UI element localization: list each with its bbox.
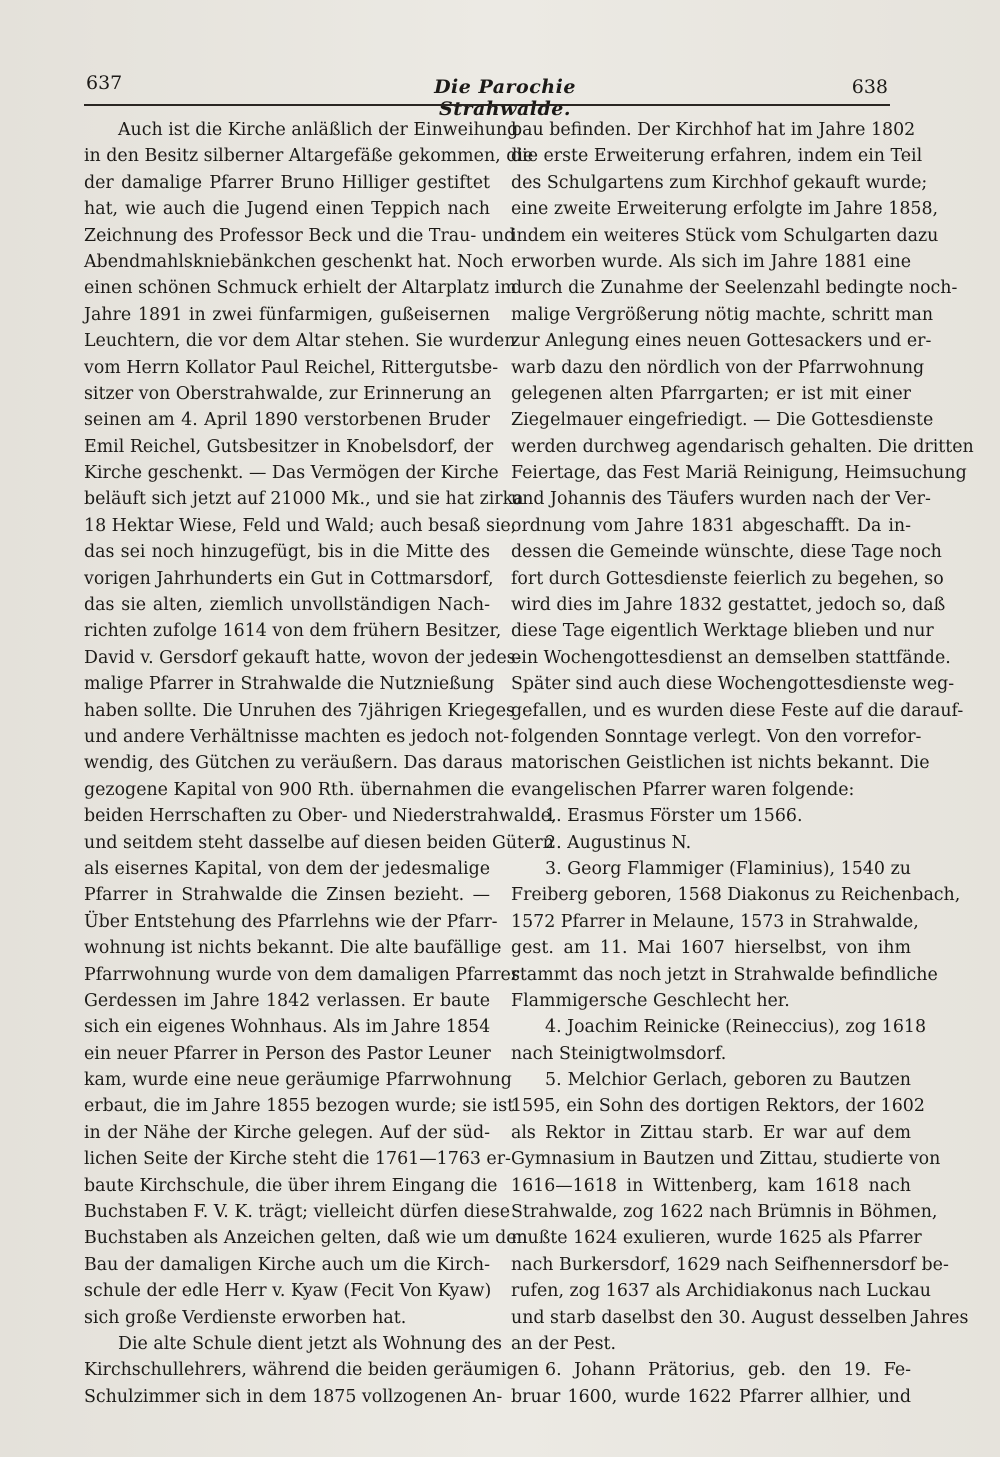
text-line: Freiberg geboren, 1568 Diakonus zu Reichenbach, xyxy=(511,885,961,906)
text-line: Emil Reichel, Gutsbesitzer in Knobelsdorf, der xyxy=(84,436,494,457)
text-line: evangelischen Pfarrer waren folgende: xyxy=(511,779,855,800)
text-line: 2. Augustinus N. xyxy=(545,832,692,853)
text-line: 4. Joachim Reinicke (Reineccius), zog 1618 xyxy=(545,1017,927,1038)
text-line: erbaut, die im Jahre 1855 bezogen wurde; sie ist xyxy=(84,1096,515,1117)
text-line: gezogene Kapital von 900 Rth. übernahmen die xyxy=(84,779,505,800)
text-line: als eisernes Kapital, von dem der jedesmalige xyxy=(84,858,490,879)
text-line: kam, wurde eine neue geräumige Pfarrwohnung xyxy=(84,1070,512,1091)
text-line: gest. am 11. Mai 1607 hierselbst, von ihm xyxy=(511,938,911,959)
text-line: richten zufolge 1614 von dem frühern Besitzer, xyxy=(84,621,502,642)
text-line: indem ein weiteres Stück vom Schulgarten dazu xyxy=(511,225,939,246)
text-line: lichen Seite der Kirche steht die 1761—1763 er- xyxy=(84,1149,511,1170)
text-line: Buchstaben als Anzeichen gelten, daß wie um den xyxy=(84,1228,528,1249)
left-text-column xyxy=(84,117,557,1410)
text-line: an der Pest. xyxy=(511,1333,617,1354)
text-line: Die alte Schule dient jetzt als Wohnung des xyxy=(118,1333,502,1354)
text-line: seinen am 4. April 1890 verstorbenen Bruder xyxy=(84,410,490,431)
text-line: haben sollte. Die Unruhen des 7jährigen Krieges xyxy=(84,700,515,721)
text-line: der damalige Pfarrer Bruno Hilliger gestiftet xyxy=(84,172,490,193)
text-line: bruar 1600, wurde 1622 Pfarrer allhier, und xyxy=(511,1386,911,1407)
text-line: Strahwalde, zog 1622 nach Brümnis in Böhmen, xyxy=(511,1202,938,1223)
text-line: sich ein eigenes Wohnhaus. Als im Jahre 1854 xyxy=(84,1017,491,1038)
text-line: Auch ist die Kirche anläßlich der Einweihung xyxy=(118,120,519,140)
text-line: als Rektor in Zittau starb. Er war auf dem xyxy=(511,1122,911,1143)
text-line: und Johannis des Täufers wurden nach der Ver- xyxy=(511,489,931,510)
text-line: und seitdem steht dasselbe auf diesen beiden Gütern xyxy=(84,832,554,853)
text-line: beläuft sich jetzt auf 21000 Mk., und sie hat zirka xyxy=(84,489,524,510)
page-header xyxy=(0,72,1000,120)
text-line: die erste Erweiterung erfahren, indem ein Teil xyxy=(511,146,923,167)
text-line: rufen, zog 1637 als Archidiakonus nach Luckau xyxy=(511,1281,931,1302)
text-line: Jahre 1891 in zwei fünfarmigen, gußeisernen xyxy=(84,304,490,325)
text-line: und starb daselbst den 30. August desselben Jahres xyxy=(511,1307,969,1328)
text-line: diese Tage eigentlich Werktage blieben und nur xyxy=(511,621,934,642)
text-line: Später sind auch diese Wochengottesdienste weg- xyxy=(511,674,955,695)
text-line: nach Burkersdorf, 1629 nach Seifhennersdorf be- xyxy=(511,1254,949,1275)
text-line: ordnung vom Jahre 1831 abgeschafft. Da in- xyxy=(511,515,911,536)
text-line: 18 Hektar Wiese, Feld und Wald; auch besaß sie, xyxy=(84,515,517,536)
text-line: Gerdessen im Jahre 1842 verlassen. Er baute xyxy=(84,990,490,1011)
text-line: 5. Melchior Gerlach, geboren zu Bautzen xyxy=(545,1070,911,1091)
text-line: sich große Verdienste erworben hat. xyxy=(84,1307,407,1328)
text-line: mußte 1624 exulieren, wurde 1625 als Pfarrer xyxy=(511,1228,922,1249)
text-line: werden durchweg agendarisch gehalten. Die dritten xyxy=(511,436,974,457)
text-line: sitzer von Oberstrahwalde, zur Erinnerung an xyxy=(84,383,492,404)
text-line: David v. Gersdorf gekauft hatte, wovon der jedes- xyxy=(84,647,522,668)
text-line: wird dies im Jahre 1832 gestattet, jedoch so, daß xyxy=(511,595,946,616)
text-line: wendig, des Gütchen zu veräußern. Das daraus xyxy=(84,753,503,774)
page-number-left: 637 xyxy=(86,72,123,94)
text-line: eine zweite Erweiterung erfolgte im Jahre 1858, xyxy=(511,199,939,220)
text-line: Kirchschullehrers, während die beiden geräumigen xyxy=(84,1360,539,1381)
text-line: Leuchtern, die vor dem Altar stehen. Sie wurden xyxy=(84,331,516,352)
page-number-right: 638 xyxy=(851,76,888,98)
text-line: gefallen, und es wurden diese Feste auf die darauf- xyxy=(511,700,964,721)
text-line: das sei noch hinzugefügt, bis in die Mitte des xyxy=(84,542,490,563)
text-line: bau befinden. Der Kirchhof hat im Jahre 1802 xyxy=(511,120,916,140)
text-line: folgenden Sonntage verlegt. Von den vorrefor- xyxy=(511,726,922,747)
text-line: 1616—1618 in Wittenberg, kam 1618 nach xyxy=(511,1175,911,1196)
text-line: Flammigersche Geschlecht her. xyxy=(511,990,790,1011)
text-line: Über Entstehung des Pfarrlehns wie der Pfarr- xyxy=(84,911,498,932)
text-line: 3. Georg Flammiger (Flaminius), 1540 zu xyxy=(545,858,911,879)
text-line: durch die Zunahme der Seelenzahl bedingte noch- xyxy=(511,278,958,299)
text-line: das sie alten, ziemlich unvollständigen Nach- xyxy=(84,595,490,616)
text-line: in der Nähe der Kirche gelegen. Auf der süd- xyxy=(84,1122,490,1143)
text-line: vom Herrn Kollator Paul Reichel, Rittergutsbe- xyxy=(84,357,499,378)
text-line: malige Vergrößerung nötig machte, schritt man xyxy=(511,304,934,325)
text-line: hat, wie auch die Jugend einen Teppich nach xyxy=(84,199,490,220)
text-line: Kirche geschenkt. — Das Vermögen der Kirche xyxy=(84,463,499,484)
text-line: malige Pfarrer in Strahwalde die Nutznießung xyxy=(84,674,495,695)
text-line: Zeichnung des Professor Beck und die Trau- und xyxy=(84,225,516,246)
text-line: matorischen Geistlichen ist nichts bekannt. Die xyxy=(511,753,930,774)
text-line: warb dazu den nördlich von der Pfarrwohnung xyxy=(511,357,925,378)
text-line: ein neuer Pfarrer in Person des Pastor Leuner xyxy=(84,1043,491,1064)
text-line: wohnung ist nichts bekannt. Die alte baufällige xyxy=(84,938,502,959)
text-line: erworben wurde. Als sich im Jahre 1881 eine xyxy=(511,251,911,272)
text-line: 1. Erasmus Förster um 1566. xyxy=(545,806,803,827)
text-line: fort durch Gottesdienste feierlich zu begehen, so xyxy=(511,568,944,589)
text-line: Gymnasium in Bautzen und Zittau, studierte von xyxy=(511,1149,941,1170)
text-line: des Schulgartens zum Kirchhof gekauft wurde; xyxy=(511,172,928,193)
text-line: ein Wochengottesdienst an demselben stattfände. xyxy=(511,647,951,668)
text-line: Pfarrwohnung wurde von dem damaligen Pfarrer xyxy=(84,964,520,985)
running-title: Die Parochie Strahwalde. xyxy=(434,76,576,120)
header-rule xyxy=(84,104,890,106)
text-line: und andere Verhältnisse machten es jedoch not- xyxy=(84,726,510,747)
text-line: vorigen Jahrhunderts ein Gut in Cottmarsdorf, xyxy=(84,568,494,589)
text-line: Buchstaben F. V. K. trägt; vielleicht dürfen diese xyxy=(84,1202,510,1223)
text-line: 1595, ein Sohn des dortigen Rektors, der 1602 xyxy=(511,1096,925,1117)
text-line: nach Steinigtwolmsdorf. xyxy=(511,1043,727,1064)
text-line: Abendmahlskniebänkchen geschenkt hat. Noch xyxy=(84,251,504,272)
right-text-column xyxy=(511,117,974,1410)
text-line: Bau der damaligen Kirche auch um die Kirch- xyxy=(84,1254,490,1275)
text-line: Feiertage, das Fest Mariä Reinigung, Heimsuchung xyxy=(511,463,967,484)
text-line: 6. Johann Prätorius, geb. den 19. Fe- xyxy=(545,1360,911,1381)
text-line: gelegenen alten Pfarrgarten; er ist mit einer xyxy=(511,383,911,404)
text-line: zur Anlegung eines neuen Gottesackers und er- xyxy=(511,331,932,352)
text-line: schule der edle Herr v. Kyaw (Fecit Von Kyaw) xyxy=(84,1281,492,1302)
text-line: dessen die Gemeinde wünschte, diese Tage noch xyxy=(511,542,942,563)
text-line: in den Besitz silberner Altargefäße gekommen, die xyxy=(84,146,534,167)
text-line: stammt das noch jetzt in Strahwalde befindliche xyxy=(511,964,938,985)
text-line: Ziegelmauer eingefriedigt. — Die Gottesdienste xyxy=(511,410,934,431)
text-line: beiden Herrschaften zu Ober- und Niederstrahwalde, xyxy=(84,806,557,827)
text-line: Pfarrer in Strahwalde die Zinsen bezieht. — xyxy=(84,885,490,906)
text-line: Schulzimmer sich in dem 1875 vollzogenen An- xyxy=(84,1386,503,1407)
text-line: 1572 Pfarrer in Melaune, 1573 in Strahwalde, xyxy=(511,911,919,932)
text-line: einen schönen Schmuck erhielt der Altarplatz im xyxy=(84,278,517,299)
text-line: baute Kirchschule, die über ihrem Eingang die xyxy=(84,1175,498,1196)
